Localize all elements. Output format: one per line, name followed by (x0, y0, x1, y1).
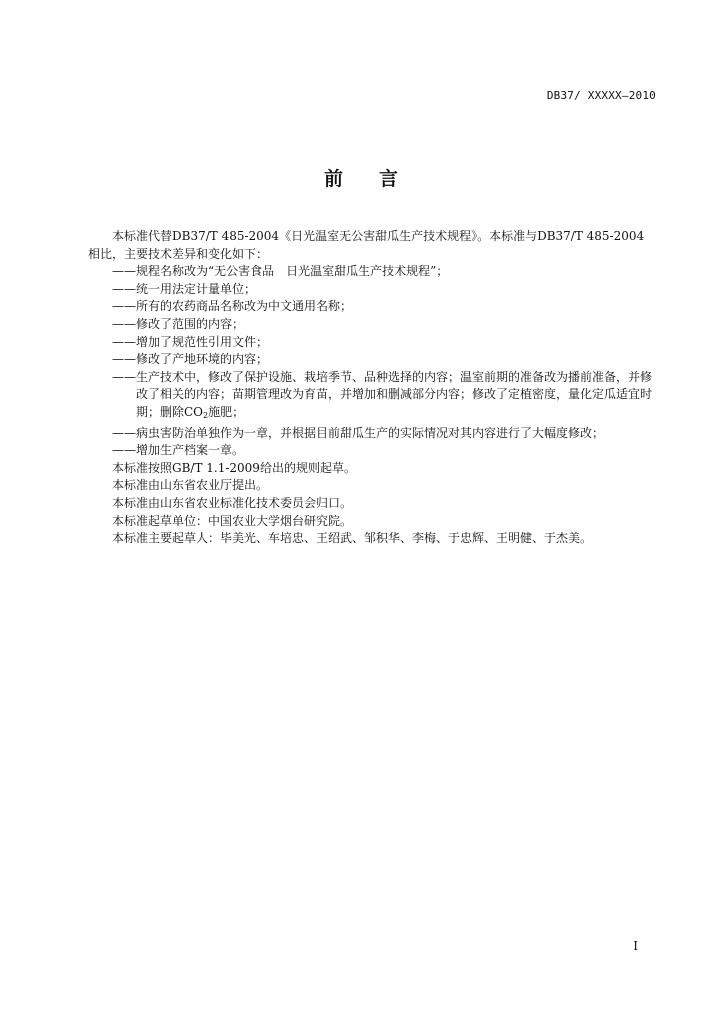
change-item: ——修改了产地环境的内容； (112, 352, 269, 367)
change-item-production-technology (88, 369, 656, 425)
change-item: ——所有的农药商品名称改为中文通用名称； (112, 299, 353, 314)
change-item: ——增加了规范性引用文件； (112, 334, 269, 349)
committee-statement: 本标准由山东省农业标准化技术委员会归口。 (112, 495, 353, 510)
tech-change-text: ——生产技术中，修改了保护设施、栽培季节、品种选择的内容；温室前期的准备改为播前准备，并修改了相关的内容；苗期管理改为育苗，并增加和删减部分内容；修改了定植密度，量化定瓜适宜时期；删除CO (112, 369, 653, 419)
change-item: ——修改了范围的内容； (112, 316, 245, 331)
change-item: ——统一用法定计量单位； (112, 281, 257, 296)
drafting-rules-statement: 本标准按照GB/T 1.1-2009给出的规则起草。 (112, 460, 356, 475)
tech-change-text-end: 施肥； (208, 404, 245, 419)
page-title (0, 164, 724, 191)
intro-paragraph: 本标准代替DB37/T 485-2004《日光温室无公害甜瓜生产技术规程》。本标准与DB37/T 485-2004相比，主要技术差异和变化如下： (88, 229, 645, 261)
document-body (88, 228, 656, 548)
drafters-statement: 本标准主要起草人：毕美光、车培忠、王绍武、邹积华、李梅、于忠辉、王明健、于杰美。 (112, 531, 593, 546)
drafting-unit-statement: 本标准起草单位：中国农业大学烟台研究院。 (112, 513, 353, 528)
change-item: ——增加生产档案一章。 (112, 443, 245, 458)
title-part-2: 言 (379, 168, 401, 190)
co2-subscript: 2 (203, 410, 209, 420)
proposer-statement: 本标准由山东省农业厅提出。 (112, 478, 269, 493)
change-item: ——规程名称改为“无公害食品 日光温室甜瓜生产技术规程”； (112, 264, 449, 279)
title-part-1: 前 (323, 168, 345, 190)
change-item: ——病虫害防治单独作为一章，并根据目前甜瓜生产的实际情况对其内容进行了大幅度修改； (112, 425, 605, 440)
page-number: I (633, 939, 638, 953)
document-code: DB37/ XXXXX—2010 (546, 89, 656, 102)
